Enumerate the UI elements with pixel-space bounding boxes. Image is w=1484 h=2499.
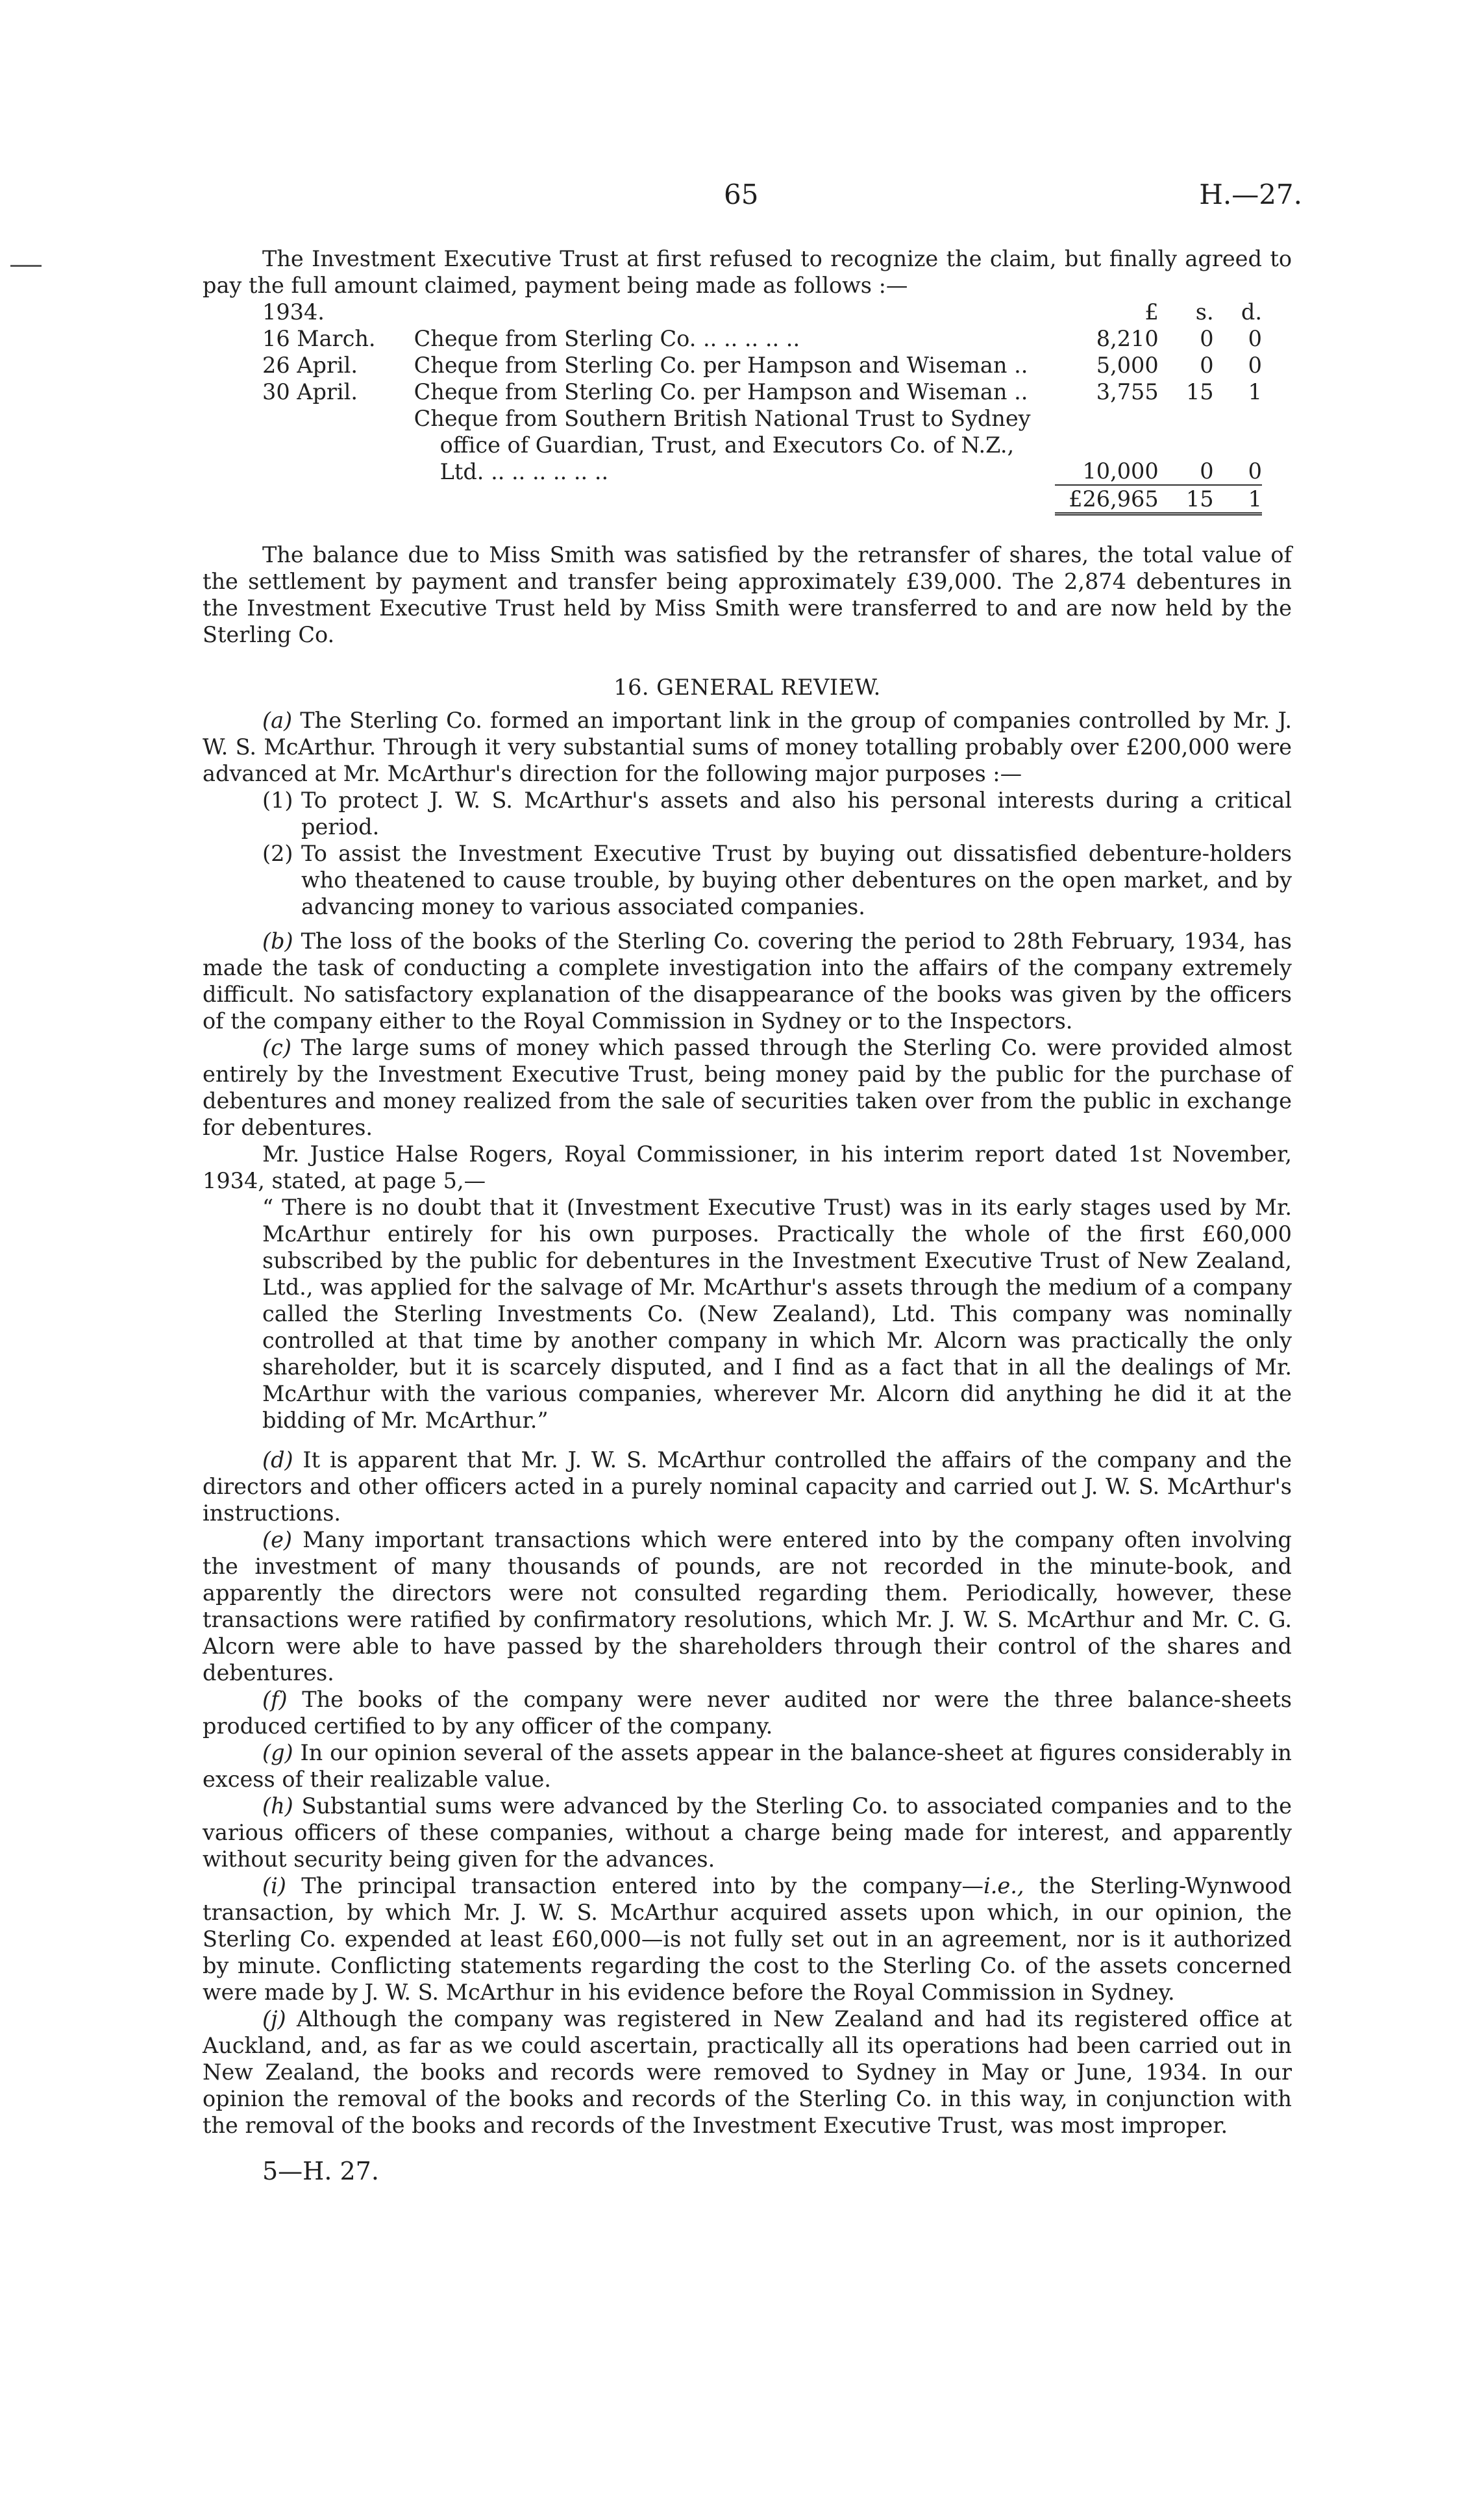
report-quotation: “ There is no doubt that it (Investment Executive Trust) was in its early stages used by Mr. McArthur entirely for his own purposes. Practically the whole of the first £60,000 subscribed by the public for debentures in the Investment Executive Trust of New Zealand, Ltd., was applied for the salvage of Mr. McArthur's assets through the medium of a company called the Sterling Investments Co. (New Zealand), Ltd. This company was nominally controlled at that time by another company in which Mr. Alcorn was practically the only shareholder, but it is scarcely disputed, and I find as a fact that in all the dealings of Mr. McArthur with the various companies, wherever Mr. Alcorn did anything he did it at the bidding of Mr. McArthur.” xyxy=(262,1195,1292,1433)
page-body xyxy=(203,245,1292,2185)
paragraph-h xyxy=(203,1793,1292,1872)
payment-row xyxy=(262,352,1262,379)
shillings-header: s. xyxy=(1195,299,1214,325)
payment-shillings: 0 xyxy=(1200,353,1214,378)
payment-description: Cheque from Sterling Co. per Hampson and Wiseman .. xyxy=(414,379,1028,404)
payment-pence: 0 xyxy=(1248,353,1262,378)
paragraph-f xyxy=(203,1686,1292,1739)
label-i: (i) xyxy=(262,1873,286,1898)
payment-description: Cheque from Sterling Co. per Hampson and Wiseman .. xyxy=(414,353,1028,378)
payment-pence: 0 xyxy=(1248,326,1262,351)
paragraph-g-text: In our opinion several of the assets appear in the balance-sheet at figures considerably in excess of their realizable value. xyxy=(203,1740,1292,1792)
payments-year: 1934. xyxy=(262,299,325,325)
label-b: (b) xyxy=(262,928,293,954)
label-j: (j) xyxy=(262,2006,286,2032)
list-item-number: (2) xyxy=(262,841,293,866)
paragraph-d xyxy=(203,1447,1292,1526)
purposes-list xyxy=(262,787,1292,920)
label-e: (e) xyxy=(262,1527,292,1552)
paragraph-i-text-end: the Sterling-Wynwood transaction, by which Mr. J. W. S. McArthur acquired assets upon which, in our opinion, the Sterling Co. expended at least £60,000—is not fully set out in an agreement, nor is it authorized by minute. Conflicting statements regarding the cost to the Sterling Co. of the assets concerned were made by J. W. S. McArthur in his evidence before the Royal Commission in Sydney. xyxy=(203,1873,1292,2005)
paragraph-d-text: It is apparent that Mr. J. W. S. McArthur controlled the affairs of the company and the directors and other officers acted in a purely nominal capacity and carried out J. W. S. McArthur's instructions. xyxy=(203,1447,1292,1526)
payment-date: 16 March. xyxy=(262,326,376,351)
payment-description-line: Cheque from Southern British National Trust to Sydney xyxy=(414,406,1031,431)
payment-pence: 1 xyxy=(1248,379,1262,404)
document-reference: H.—27. xyxy=(1199,179,1302,210)
paragraph-j xyxy=(203,2006,1292,2139)
payment-description-line: Ltd. .. .. .. .. .. .. xyxy=(439,459,609,484)
total-pounds: £26,965 xyxy=(1055,485,1158,514)
payment-pounds: 8,210 xyxy=(1096,326,1159,351)
payment-row xyxy=(262,405,1262,485)
paragraph-e xyxy=(203,1526,1292,1686)
label-g: (g) xyxy=(262,1740,293,1765)
paragraph-c-text: The large sums of money which passed through the Sterling Co. were provided almost entirely by the Investment Executive Trust, being money paid by the public for the purchase of debentures and money realized from the sale of securities taken over from the public in exchange for debentures. xyxy=(203,1035,1292,1140)
payment-total-row xyxy=(262,485,1262,514)
payment-description: Cheque from Sterling Co. .. .. .. .. .. xyxy=(414,326,800,351)
payment-row xyxy=(262,325,1262,352)
signature-reference: 5—H. 27. xyxy=(262,2157,379,2185)
paragraph-j-text: Although the company was registered in New Zealand and had its registered office at Auckland, and, as far as we could ascertain, practically all its operations had been carried out in New Zealand, the books and records were removed to Sydney in May or June, 1934. In our opinion the removal of the books and records of the Sterling Co. in this way, in conjunction with the removal of the books and records of the Investment Executive Trust, was most improper. xyxy=(203,2006,1292,2138)
paragraph-e-text: Many important transactions which were entered into by the company often involving the investment of many thousands of pounds, are not recorded in the minute-book, and apparently the directors were not consulted regarding them. Periodically, however, these transactions were ratified by confirmatory resolutions, which Mr. J. W. S. McArthur and Mr. C. G. Alcorn were able to have passed by the shareholders through their control of the shares and debentures. xyxy=(203,1527,1292,1685)
list-item xyxy=(262,787,1292,840)
page-number: 65 xyxy=(724,179,759,210)
label-c: (c) xyxy=(262,1035,291,1060)
paragraph-c xyxy=(203,1034,1292,1141)
justice-paragraph: Mr. Justice Halse Rogers, Royal Commissioner, in his interim report dated 1st November, 1934, stated, at page 5,— xyxy=(203,1141,1292,1193)
paragraph-b-text: The loss of the books of the Sterling Co. covering the period to 28th February, 1934, has made the task of conducting a complete investigation into the affairs of the company extremely difficult. No satisfactory explanation of the disappearance of the books was given by the officers of the company either to the Royal Commission in Sydney or to the Inspectors. xyxy=(203,928,1292,1034)
payment-pounds: 5,000 xyxy=(1096,353,1159,378)
payment-description xyxy=(414,405,1056,485)
label-d: (d) xyxy=(262,1447,293,1473)
payment-row xyxy=(262,379,1262,405)
total-pence: 1 xyxy=(1214,485,1262,514)
balance-paragraph: The balance due to Miss Smith was satisfied by the retransfer of shares, the total value of the settlement by payment and transfer being approximately £39,000. The 2,874 debentures in the Investment Executive Trust held by Miss Smith were transferred to and are now held by the Sterling Co. xyxy=(203,542,1292,647)
payment-shillings: 0 xyxy=(1200,458,1214,484)
section-heading: 16. GENERAL REVIEW. xyxy=(613,675,881,700)
paragraph-b xyxy=(203,928,1292,1034)
payment-description-line: office of Guardian, Trust, and Executors Co. of N.Z., xyxy=(439,432,1015,458)
pence-header: d. xyxy=(1241,299,1262,325)
paragraph-i-ie: i.e., xyxy=(983,1873,1024,1898)
pounds-header: £ xyxy=(1144,299,1159,325)
payment-pounds: 10,000 xyxy=(1082,458,1159,484)
label-h: (h) xyxy=(262,1793,293,1819)
list-item-text: To assist the Investment Executive Trust by buying out dissatisfied debenture-holders who theatened to cause trouble, by buying other debentures on the open market, and by advancing money to various associated companies. xyxy=(301,841,1292,919)
payments-table xyxy=(262,299,1262,516)
margin-mark xyxy=(10,265,42,267)
list-item-number: (1) xyxy=(262,788,293,813)
total-shillings: 15 xyxy=(1159,485,1214,514)
payment-shillings: 15 xyxy=(1185,379,1214,404)
label-f: (f) xyxy=(262,1687,288,1712)
list-item xyxy=(262,840,1292,920)
list-item-text: To protect J. W. S. McArthur's assets and also his personal interests during a critical period. xyxy=(301,788,1292,839)
intro-paragraph: The Investment Executive Trust at first refused to recognize the claim, but finally agreed to pay the full amount claimed, payment being made as follows :— xyxy=(203,246,1292,298)
paragraph-h-text: Substantial sums were advanced by the Sterling Co. to associated companies and to the various officers of these companies, without a charge being made for interest, and apparently without security being given for the advances. xyxy=(203,1793,1292,1872)
label-a: (a) xyxy=(262,708,293,733)
payment-pounds: 3,755 xyxy=(1096,379,1159,404)
paragraph-a-text: The Sterling Co. formed an important link in the group of companies controlled by Mr. J. W. S. McArthur. Through it very substantial sums of money totalling probably over £200,000 were advanced at Mr. McArthur's direction for the following major purposes :— xyxy=(203,708,1292,786)
payment-shillings: 0 xyxy=(1200,326,1214,351)
paragraph-f-text: The books of the company were never audited nor were the three balance-sheets produced certified to by any officer of the company. xyxy=(203,1687,1292,1739)
page-header xyxy=(0,179,1484,218)
payment-date: 30 April. xyxy=(262,379,358,404)
paragraph-i-text-start: The principal transaction entered into by the company— xyxy=(301,1873,984,1898)
paragraph-i xyxy=(203,1872,1292,2006)
paragraph-g xyxy=(203,1739,1292,1793)
paragraph-a xyxy=(203,707,1292,787)
payment-date: 26 April. xyxy=(262,353,358,378)
payment-pence: 0 xyxy=(1248,458,1262,484)
